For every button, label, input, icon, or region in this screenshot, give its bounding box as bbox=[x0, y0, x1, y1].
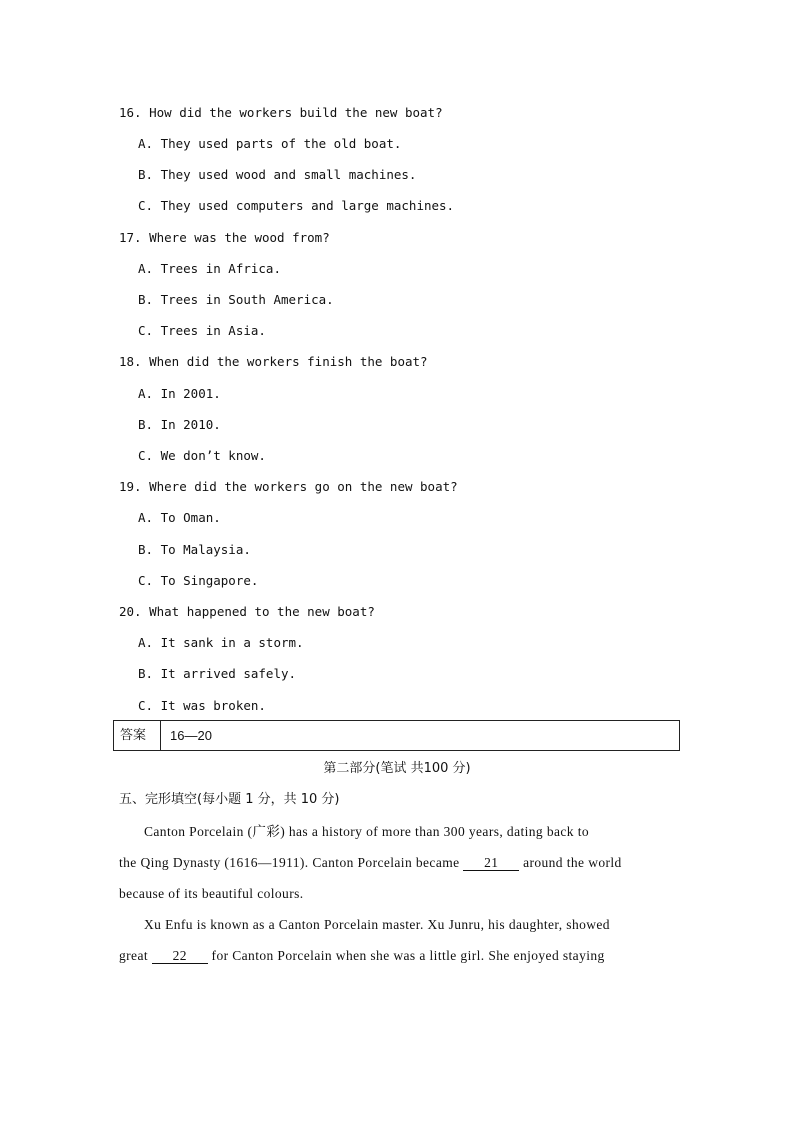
question-17-option-c: C. Trees in Asia. bbox=[138, 323, 266, 338]
answer-box bbox=[113, 720, 680, 751]
passage-p2-line2-end: for Canton Porcelain when she was a little girl. She enjoyed staying bbox=[211, 948, 605, 963]
question-17-stem: 17. Where was the wood from? bbox=[119, 230, 330, 245]
question-17-option-a: A. Trees in Africa. bbox=[138, 261, 281, 276]
question-19-option-a: A. To Oman. bbox=[138, 510, 221, 525]
part-two-title: 第二部分(笔试 共100 分) bbox=[323, 761, 471, 776]
question-16-option-a: A. They used parts of the old boat. bbox=[138, 136, 402, 151]
question-17-option-b: B. Trees in South America. bbox=[138, 292, 334, 307]
question-18-option-c: C. We don’t know. bbox=[138, 448, 266, 463]
question-16-stem: 16. How did the workers build the new boat? bbox=[119, 105, 443, 120]
question-16-option-c: C. They used computers and large machines. bbox=[138, 198, 455, 213]
answer-label: 答案 bbox=[114, 721, 161, 750]
question-19-option-b: B. To Malaysia. bbox=[138, 542, 251, 557]
question-18-option-b: B. In 2010. bbox=[138, 417, 221, 432]
passage-p1-line3: because of its beautiful colours. bbox=[119, 886, 304, 901]
question-19-option-c: C. To Singapore. bbox=[138, 573, 259, 588]
blank-21: 21 bbox=[463, 856, 519, 871]
section-five-title: 五、完形填空(每小题 1 分，共 10 分) bbox=[119, 792, 340, 807]
question-20-option-c: C. It was broken. bbox=[138, 698, 266, 713]
answer-value: 16—20 bbox=[170, 728, 212, 743]
question-18-stem: 18. When did the workers finish the boat? bbox=[119, 354, 428, 369]
question-16-option-b: B. They used wood and small machines. bbox=[138, 167, 417, 182]
blank-22: 22 bbox=[152, 949, 208, 964]
passage-p2-line2 bbox=[119, 948, 605, 964]
passage-p1-line2-start: the Qing Dynasty (1616—1911). Canton Porcelain became bbox=[119, 855, 460, 870]
question-20-option-b: B. It arrived safely. bbox=[138, 666, 297, 681]
passage-p1-line1: Canton Porcelain (广彩) has a history of more than 300 years, dating back to bbox=[144, 824, 589, 839]
question-19-stem: 19. Where did the workers go on the new boat? bbox=[119, 479, 458, 494]
question-20-option-a: A. It sank in a storm. bbox=[138, 635, 304, 650]
passage-p2-line2-start: great bbox=[119, 948, 148, 963]
question-20-stem: 20. What happened to the new boat? bbox=[119, 604, 375, 619]
passage-p2-line1: Xu Enfu is known as a Canton Porcelain master. Xu Junru, his daughter, showed bbox=[144, 917, 610, 932]
passage-p1-line2-end: around the world bbox=[523, 855, 622, 870]
question-18-option-a: A. In 2001. bbox=[138, 386, 221, 401]
passage-p1-line2 bbox=[119, 855, 622, 871]
